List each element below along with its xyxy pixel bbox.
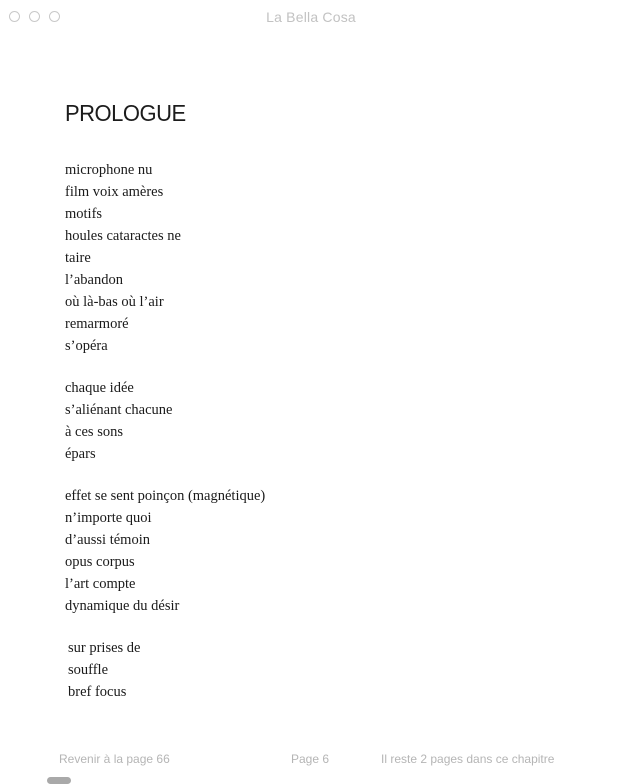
scroll-handle[interactable] bbox=[47, 777, 71, 784]
title-bar[interactable] bbox=[0, 0, 622, 34]
stanza-4 bbox=[68, 637, 141, 703]
poem-line: épars bbox=[65, 446, 96, 462]
stanza-1 bbox=[65, 159, 181, 357]
poem-line: où là-bas où l’air bbox=[65, 294, 164, 310]
poem-line: effet se sent poinçon (magnétique) bbox=[65, 488, 266, 504]
reader-footer bbox=[0, 750, 622, 770]
page-number: Page 6 bbox=[291, 752, 330, 766]
page-content bbox=[65, 100, 565, 700]
poem-line: bref focus bbox=[68, 684, 127, 700]
window-title: La Bella Cosa bbox=[266, 9, 356, 25]
poem-line: d’aussi témoin bbox=[65, 532, 150, 548]
poem-line: film voix amères bbox=[65, 184, 164, 200]
poem-line: houles cataractes ne bbox=[65, 228, 181, 244]
pages-remaining: Il reste 2 pages dans ce chapitre bbox=[381, 752, 555, 766]
poem-line: s’aliénant chacune bbox=[65, 402, 173, 418]
poem-line: l’abandon bbox=[65, 272, 123, 288]
poem-line: opus corpus bbox=[65, 554, 135, 570]
poem-line: n’importe quoi bbox=[65, 510, 152, 526]
poem-line: motifs bbox=[65, 206, 103, 222]
poem-line: souffle bbox=[68, 662, 109, 678]
poem-line: dynamique du désir bbox=[65, 598, 180, 614]
poem-line: remarmoré bbox=[65, 316, 129, 332]
poem-line: sur prises de bbox=[68, 640, 141, 656]
poem-line: chaque idée bbox=[65, 380, 134, 396]
poem-line: microphone nu bbox=[65, 162, 153, 178]
poem-line: taire bbox=[65, 250, 91, 266]
back-to-page-link[interactable]: Revenir à la page 66 bbox=[59, 752, 170, 766]
stanza-3 bbox=[65, 485, 265, 617]
poem-line: l’art compte bbox=[65, 576, 136, 592]
poem-line: s’opéra bbox=[65, 338, 108, 354]
poem-line: à ces sons bbox=[65, 424, 123, 440]
chapter-title: PROLOGUE bbox=[65, 100, 186, 127]
stanza-2 bbox=[65, 377, 172, 465]
